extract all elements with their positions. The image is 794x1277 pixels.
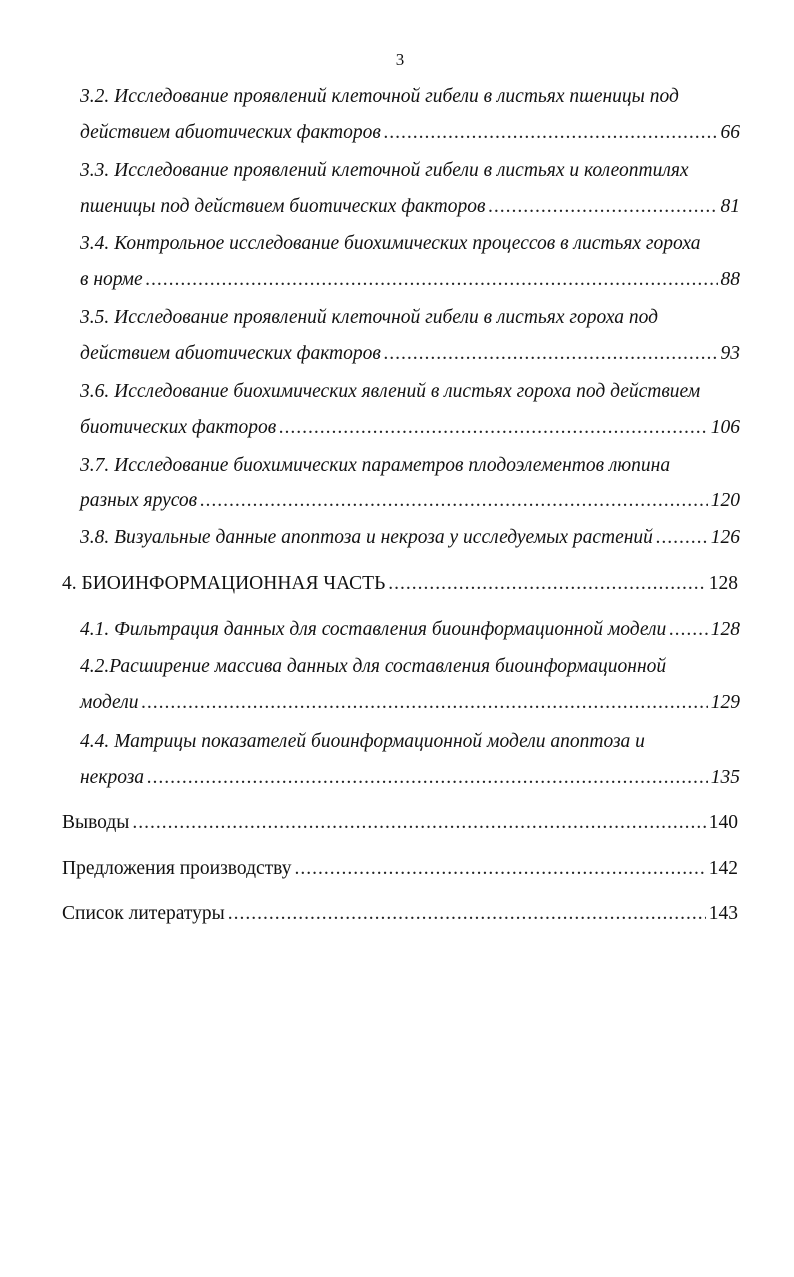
toc-page-number: 142 [708,858,738,879]
page-number: 3 [395,50,405,69]
leader-dots [132,812,705,834]
toc-page-number: 128 [710,619,740,640]
toc-entry-4-2[interactable] [80,692,740,714]
toc-entry-3-4[interactable] [80,269,740,291]
toc-entry-title: модели [80,692,139,713]
toc-entry-title: 4.1. Фильтрация данных для составления биоинформационной модели [80,619,667,640]
toc-entry-title: действием абиотических факторов [80,122,381,143]
toc-page-number: 128 [708,573,738,594]
toc-page-number: 66 [720,122,740,143]
toc-entry-title: в норме [80,269,143,290]
toc-page-number: 143 [708,903,738,924]
toc-entry-3-5-title-line1: 3.5. Исследование проявлений клеточной гибели в листьях гороха под [80,307,658,328]
leader-dots [388,573,705,595]
leader-dots [384,343,718,365]
toc-entry-title: Список литературы [62,903,225,924]
toc-entry-3-8[interactable] [80,527,740,549]
toc-page-number: 88 [720,269,740,290]
toc-entry-title: биотических факторов [80,417,277,438]
toc-entry-3-3[interactable] [80,196,740,218]
leader-dots [384,122,718,144]
toc-entry-3-7[interactable] [80,490,740,512]
leader-dots [656,527,708,549]
toc-page-number: 120 [710,490,740,511]
toc-entry-4-1[interactable] [80,619,740,641]
leader-dots [141,692,707,714]
toc-entry-3-5[interactable] [80,343,740,365]
toc-entry-4-4[interactable] [80,767,740,789]
toc-entry-3-4-title-line1: 3.4. Контрольное исследование биохимических процессов в листьях гороха [80,233,701,254]
toc-entry-3-3-title-line1: 3.3. Исследование проявлений клеточной гибели в листьях и колеоптилях [80,160,689,181]
toc-page-number: 135 [710,767,740,788]
toc-page-number: 126 [710,527,740,548]
toc-entry-title: действием абиотических факторов [80,343,381,364]
toc-page-number: 81 [720,196,740,217]
leader-dots [279,417,708,439]
toc-entry-3-6[interactable] [80,417,740,439]
toc-page-number: 106 [710,417,740,438]
toc-entry-3-2-title-line1: 3.2. Исследование проявлений клеточной гибели в листьях пшеницы под [80,86,679,107]
toc-entry-4[interactable] [62,573,738,595]
leader-dots [147,767,708,789]
leader-dots [294,858,705,880]
toc-entry-title: некроза [80,767,145,788]
toc-entry-3-7-title-line1: 3.7. Исследование биохимических параметров плодоэлементов люпина [80,455,671,476]
leader-dots [200,490,708,512]
toc-entry-title: 4. БИОИНФОРМАЦИОННАЯ ЧАСТЬ [62,573,386,594]
toc-entry-4-2-title-line1: 4.2.Расширение массива данных для составления биоинформационной [80,656,667,677]
leader-dots [488,196,717,218]
leader-dots [146,269,718,291]
toc-entry-4-4-title-line1: 4.4. Матрицы показателей биоинформационной модели апоптоза и [80,731,645,752]
toc-entry-references[interactable] [62,903,738,925]
toc-entry-title: Предложения производству [62,858,292,879]
toc-entry-conclusions[interactable] [62,812,738,834]
toc-entry-title: разных ярусов [80,490,198,511]
toc-entry-proposals[interactable] [62,858,738,880]
toc-entry-title: пшеницы под действием биотических факторов [80,196,486,217]
toc-entry-3-2[interactable] [80,122,740,144]
leader-dots [228,903,706,925]
toc-page-number: 129 [710,692,740,713]
toc-page-number: 93 [720,343,740,364]
toc-entry-title: 3.8. Визуальные данные апоптоза и некроза у исследуемых растений [80,527,653,548]
toc-entry-title: Выводы [62,812,130,833]
toc-page-number: 140 [708,812,738,833]
toc-entry-3-6-title-line1: 3.6. Исследование биохимических явлений в листьях гороха под действием [80,381,701,402]
leader-dots [669,619,707,641]
